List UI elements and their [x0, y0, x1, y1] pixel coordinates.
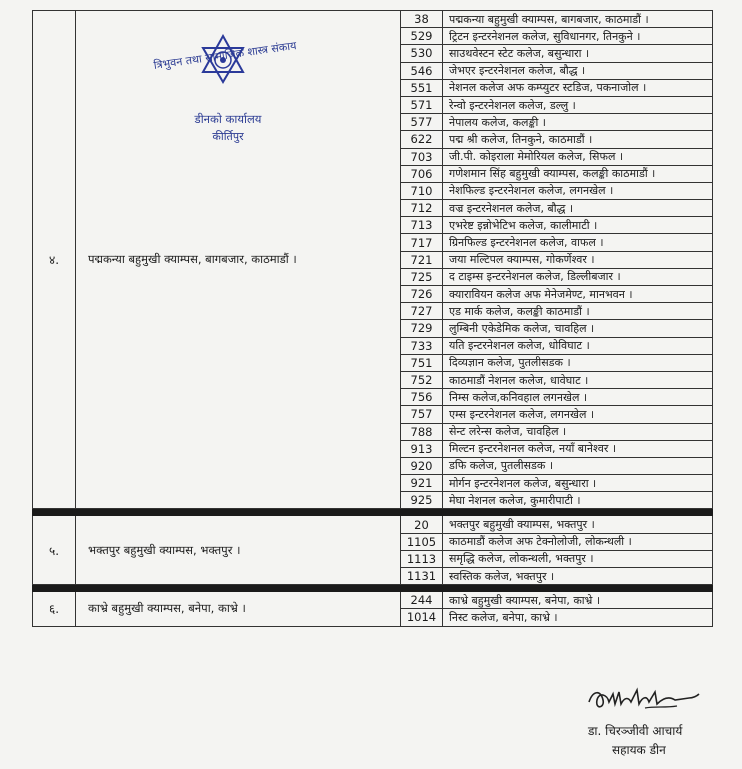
college-code: 727: [401, 303, 443, 320]
college-code: 752: [401, 371, 443, 388]
college-name: क्यारावियन कलेज अफ मेनेजमेण्ट, मानभवन ।: [443, 286, 713, 303]
college-code: 20: [401, 516, 443, 533]
college-code: 571: [401, 96, 443, 113]
college-name: भक्तपुर बहुमुखी क्याम्पस, भक्तपुर ।: [443, 516, 713, 533]
college-code: 1014: [401, 609, 443, 626]
college-name: काभ्रे बहुमुखी क्याम्पस, बनेपा, काभ्रे ।: [443, 592, 713, 609]
college-name: ट्रिटन इन्टरनेशनल कलेज, सुविधानगर, तिनकुने ।: [443, 28, 713, 45]
college-name: पद्म श्री कलेज, तिनकुने, काठमाडौं ।: [443, 131, 713, 148]
signatory-name: डा. चिरञ्जीवी आचार्य: [588, 724, 683, 738]
parent-campus: [76, 592, 401, 626]
college-table-body: [33, 11, 713, 627]
college-code: 38: [401, 11, 443, 28]
serial-number: ६.: [33, 592, 76, 626]
serial-number: ४.: [33, 11, 76, 509]
college-code: 751: [401, 354, 443, 371]
college-code: 733: [401, 337, 443, 354]
college-name: जया मल्टिपल क्याम्पस, गोकर्णेश्वर ।: [443, 251, 713, 268]
college-name: स्वस्तिक कलेज, भक्तपुर ।: [443, 568, 713, 585]
college-name: सेन्ट लरेन्स कलेज, चावहिल ।: [443, 423, 713, 440]
college-name: मेघा नेशनल कलेज, कुमारीपाटी ।: [443, 492, 713, 509]
college-code: 721: [401, 251, 443, 268]
college-name: साउथवेस्टन स्टेट कलेज, बसुन्धारा ।: [443, 45, 713, 62]
college-name: दिव्यज्ञान कलेज, पुतलीसडक ।: [443, 354, 713, 371]
group-separator: [33, 509, 713, 516]
college-code: 913: [401, 440, 443, 457]
college-name: निस्ट कलेज, बनेपा, काभ्रे ।: [443, 609, 713, 626]
college-code: 726: [401, 286, 443, 303]
parent-campus-name: काभ्रे बहुमुखी क्याम्पस, बनेपा, काभ्रे ।: [88, 601, 246, 616]
college-code: 921: [401, 475, 443, 492]
table-row: [33, 516, 713, 533]
college-name: जेभएर इन्टरनेशनल कलेज, बौद्ध ।: [443, 62, 713, 79]
separator-bar: [33, 509, 713, 516]
signature: [585, 682, 705, 716]
college-name: काठमाडौं नेशनल कलेज, धावेघाट ।: [443, 371, 713, 388]
college-name: पद्मकन्या बहुमुखी क्याम्पस, बागबजार, काठमाडौं ।: [443, 11, 713, 28]
parent-campus-name: भक्तपुर बहुमुखी क्याम्पस, भक्तपुर ।: [88, 542, 241, 557]
signatory-title: सहायक डीन: [612, 743, 666, 757]
college-code: 717: [401, 234, 443, 251]
parent-campus-name: पद्मकन्या बहुमुखी क्याम्पस, बागबजार, काठमाडौं ।: [88, 252, 297, 267]
college-name: लुम्बिनी एकेडेमिक कलेज, चावहिल ।: [443, 320, 713, 337]
college-code: 757: [401, 406, 443, 423]
college-code: 529: [401, 28, 443, 45]
college-name: जी.पी. कोइराला मेमोरियल कलेज, सिफल ।: [443, 148, 713, 165]
college-name: निम्स कलेज,कनिवहाल लगनखेल ।: [443, 389, 713, 406]
college-code: 729: [401, 320, 443, 337]
college-name: यति इन्टरनेशनल कलेज, धोविघाट ।: [443, 337, 713, 354]
college-code: 1113: [401, 550, 443, 567]
group-separator: [33, 585, 713, 592]
college-code: 1105: [401, 533, 443, 550]
college-code: 577: [401, 114, 443, 131]
college-name: नेशफिल्ड इन्टरनेशनल कलेज, लगनखेल ।: [443, 182, 713, 199]
college-name: समृद्धि कलेज, लोकन्थली, भक्तपुर ।: [443, 550, 713, 567]
college-name: वज्र इन्टरनेशनल कलेज, बौद्ध ।: [443, 200, 713, 217]
college-code: 925: [401, 492, 443, 509]
college-name: गणेशमान सिंह बहुमुखी क्याम्पस, कलङ्की काठमाडौं ।: [443, 165, 713, 182]
college-code: 622: [401, 131, 443, 148]
separator-bar: [33, 585, 713, 592]
college-name: डफि कलेज, पुतलीसडक ।: [443, 457, 713, 474]
seal-arc-text: त्रिभुवन तथा सामाजिक शास्त्र संकाय: [152, 39, 298, 72]
table-row: [33, 592, 713, 609]
college-table-container: [32, 10, 713, 627]
college-name: रेन्वो इन्टरनेशनल कलेज, डल्लु ।: [443, 96, 713, 113]
serial-number: ५.: [33, 516, 76, 585]
college-name: एड मार्क कलेज, कलङ्की काठमाडौं ।: [443, 303, 713, 320]
parent-campus: [76, 516, 401, 585]
college-code: 710: [401, 182, 443, 199]
college-name: मोर्गन इन्टरनेशनल कलेज, बसुन्धारा ।: [443, 475, 713, 492]
college-code: 713: [401, 217, 443, 234]
college-name: काठमाडौं कलेज अफ टेक्नोलोजी, लोकन्थली ।: [443, 533, 713, 550]
college-table: [32, 10, 713, 627]
college-code: 706: [401, 165, 443, 182]
college-code: 788: [401, 423, 443, 440]
office-seal: [150, 28, 300, 163]
college-name: एम्स इन्टरनेशनल कलेज, लगनखेल ।: [443, 406, 713, 423]
college-code: 920: [401, 457, 443, 474]
college-code: 546: [401, 62, 443, 79]
college-name: नेशनल कलेज अफ कम्प्युटर स्टडिज, पकनाजोल ।: [443, 79, 713, 96]
college-code: 1131: [401, 568, 443, 585]
college-code: 703: [401, 148, 443, 165]
college-code: 244: [401, 592, 443, 609]
college-code: 756: [401, 389, 443, 406]
college-code: 530: [401, 45, 443, 62]
college-name: ग्रिनफिल्ड इन्टरनेशनल कलेज, वाफल ।: [443, 234, 713, 251]
college-code: 551: [401, 79, 443, 96]
table-row: [33, 11, 713, 28]
seal-line-2: कीर्तिपुर: [212, 130, 244, 143]
college-name: एभरेष्ट इन्नोभेटिभ कलेज, कालीमाटी ।: [443, 217, 713, 234]
college-name: नेपालय कलेज, कलङ्की ।: [443, 114, 713, 131]
seal-line-1: डीनको कार्यालय: [194, 112, 262, 126]
college-name: द टाइम्स इन्टरनेशनल कलेज, डिल्लीबजार ।: [443, 268, 713, 285]
college-name: मिल्टन इन्टरनेशनल कलेज, नयाँ बानेश्वर ।: [443, 440, 713, 457]
college-code: 725: [401, 268, 443, 285]
college-code: 712: [401, 200, 443, 217]
